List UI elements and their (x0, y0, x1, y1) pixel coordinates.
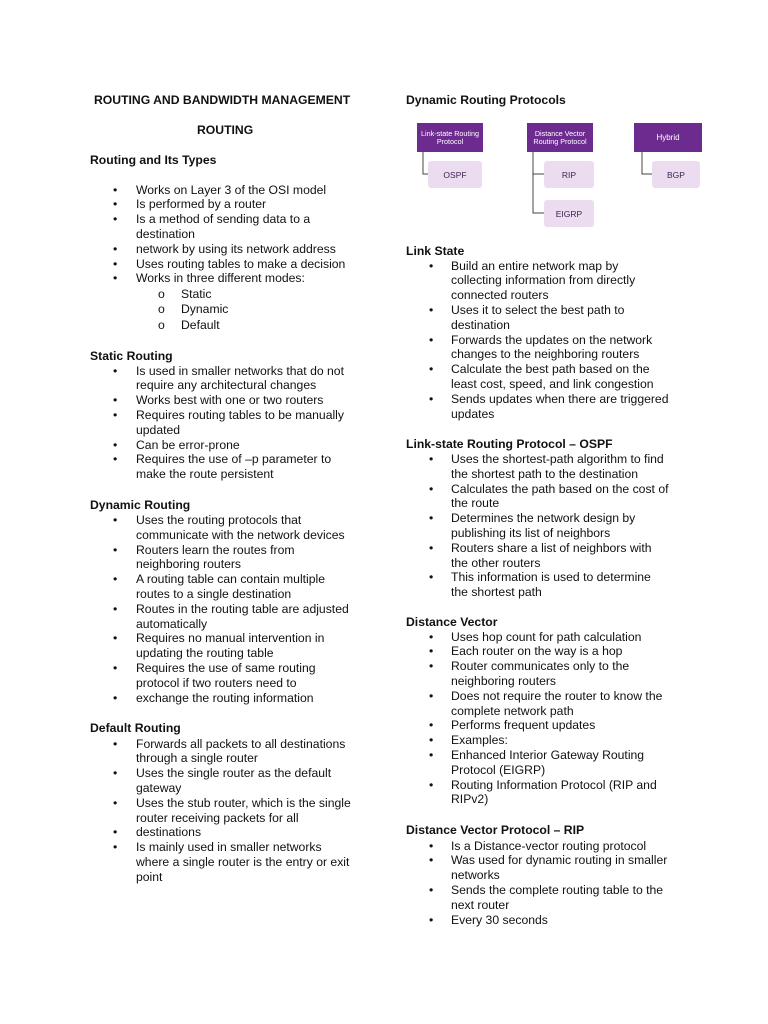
list-item-text: Uses the routing protocols that (136, 513, 302, 527)
bullet-glyph: • (429, 853, 434, 868)
bullet-glyph: • (113, 690, 118, 705)
list-item-text: where a single router is the entry or exit (136, 854, 350, 869)
bullet-glyph: • (113, 212, 118, 227)
routing-protocols-diagram (406, 118, 716, 234)
list-item-text: least cost, speed, and link congestion (451, 376, 654, 391)
bullet-glyph: • (113, 197, 118, 212)
bullet-glyph: • (429, 644, 434, 659)
heading-link-state: Link State (406, 244, 465, 258)
bullet-glyph: • (429, 882, 434, 897)
heading-distance-vector: Distance Vector (406, 615, 498, 629)
list-item-text: Uses hop count for path calculation (451, 629, 642, 644)
list-item-text: Examples: (451, 733, 508, 748)
diagram-leaf-bgp: BGP (652, 161, 700, 188)
list-item-text: Sends the complete routing table to the (451, 882, 664, 897)
mode-item-text: Default (181, 317, 220, 332)
bullet-glyph: • (113, 795, 118, 810)
sub-bullet-glyph: o (158, 302, 165, 316)
bullet-glyph: • (113, 661, 118, 675)
list-item-text: point (136, 869, 163, 884)
mode-item-text: Static (181, 286, 212, 301)
bullet-glyph: • (113, 241, 118, 256)
diagram-node-hybrid: Hybrid (634, 123, 702, 152)
bullet-glyph: • (429, 570, 434, 585)
bullet-glyph: • (429, 332, 434, 347)
bullet-glyph: • (113, 631, 118, 646)
bullet-glyph: • (113, 393, 118, 408)
list-item-text: Requires no manual intervention in (136, 631, 325, 646)
diagram-leaf-ospf: OSPF (428, 161, 482, 188)
list-item-text: Uses the stub router, which is the single (136, 795, 351, 810)
heading-rip: Distance Vector Protocol – RIP (406, 823, 585, 837)
bullet-glyph: • (113, 363, 118, 378)
bullet-glyph: • (429, 733, 434, 748)
heading-dynamic-routing-protocols: Dynamic Routing Protocols (406, 93, 566, 107)
list-item-text: Calculates the path based on the cost of (451, 481, 669, 496)
list-item-text: neighboring routers (136, 557, 242, 572)
bullet-glyph: • (429, 747, 434, 762)
list-item-text: Is used in smaller networks that do not (136, 363, 344, 378)
bullet-glyph: • (113, 840, 118, 855)
list-item-text: the shortest path (451, 585, 542, 600)
bullet-glyph: • (113, 572, 118, 587)
list-item-text: Requires the use of same routing (136, 661, 316, 675)
list-item-text: neighboring routers (451, 673, 557, 688)
list-item-text: updating the routing table (136, 646, 274, 661)
list-item-text: gateway (136, 780, 182, 795)
list-item-text: Each router on the way is a hop (451, 644, 623, 659)
list-item-text: Routers learn the routes from (136, 542, 295, 557)
list-item-text: the other routers (451, 555, 541, 570)
heading-routing-types: Routing and Its Types (90, 153, 217, 167)
bullet-glyph: • (113, 437, 118, 452)
list-item-text: exchange the routing information (136, 690, 314, 705)
list-item-text: Can be error-prone (136, 437, 240, 452)
section-title-routing: ROUTING (197, 123, 254, 137)
list-item-text: Works on Layer 3 of the OSI model (136, 182, 327, 197)
list-item-text: require any architectural changes (136, 378, 317, 393)
list-item-text: This information is used to determine (451, 570, 651, 585)
list-item-text: the route (451, 496, 500, 511)
bullet-glyph: • (113, 452, 118, 467)
sub-bullet-glyph: o (158, 317, 165, 332)
heading-default-routing: Default Routing (90, 721, 181, 735)
list-item-text: Determines the network design by (451, 511, 636, 526)
bullet-glyph: • (113, 766, 118, 781)
heading-dynamic-routing: Dynamic Routing (90, 498, 191, 512)
bullet-glyph: • (113, 825, 118, 840)
mode-item-text: Dynamic (181, 302, 229, 316)
list-item-text: Uses the shortest-path algorithm to find (451, 452, 664, 466)
list-item-text: destination (136, 226, 195, 241)
list-item-text: Forwards the updates on the network (451, 332, 653, 347)
diagram-node-link-state: Link-state Routing Protocol (417, 123, 483, 152)
list-item-text: destination (451, 317, 510, 332)
list-item-text: complete network path (451, 703, 574, 718)
list-item-text: Is a Distance-vector routing protocol (451, 838, 647, 853)
bullet-glyph: • (429, 688, 434, 703)
list-item-text: Calculate the best path based on the (451, 362, 650, 377)
list-item-text: network by using its network address (136, 241, 336, 256)
list-item-text: Was used for dynamic routing in smaller (451, 853, 668, 868)
bullet-glyph: • (113, 542, 118, 557)
list-item-text: Router communicates only to the (451, 659, 630, 674)
bullet-glyph: • (429, 838, 434, 853)
list-item-text: updates (451, 406, 495, 421)
bullet-glyph: • (429, 302, 434, 317)
heading-ospf: Link-state Routing Protocol – OSPF (406, 437, 613, 451)
document-title: ROUTING AND BANDWIDTH MANAGEMENT (94, 93, 351, 107)
list-item-text: Every 30 seconds (451, 912, 548, 927)
bullet-glyph: • (429, 912, 434, 927)
bullet-glyph: • (113, 513, 118, 527)
bullet-glyph: • (429, 362, 434, 377)
list-item-text: Is a method of sending data to a (136, 212, 311, 227)
list-item-text: Requires the use of –p parameter to (136, 452, 332, 467)
list-item-text: Protocol (EIGRP) (451, 762, 546, 777)
list-item-text: routes to a single destination (136, 587, 292, 601)
bullet-glyph: • (113, 601, 118, 616)
diagram-node-distance-vector: Distance Vector Routing Protocol (527, 123, 593, 152)
list-item-text: the shortest path to the destination (451, 466, 639, 481)
list-item-text: Enhanced Interior Gateway Routing (451, 747, 645, 762)
list-item-text: router receiving packets for all (136, 810, 299, 825)
list-item-text: Works in three different modes: (136, 271, 305, 286)
list-item-text: protocol if two routers need to (136, 675, 297, 690)
list-item-text: A routing table can contain multiple (136, 572, 326, 587)
list-item-text: Routes in the routing table are adjusted (136, 601, 349, 616)
list-item-text: Routing Information Protocol (RIP and (451, 777, 657, 792)
list-item-text: Is mainly used in smaller networks (136, 840, 322, 855)
list-item-text: Uses the single router as the default (136, 766, 332, 781)
bullet-glyph: • (113, 182, 118, 197)
bullet-glyph: • (429, 718, 434, 733)
bullet-glyph: • (429, 481, 434, 496)
list-item-text: through a single router (136, 751, 258, 766)
bullet-glyph: • (429, 629, 434, 644)
list-item-text: updated (136, 422, 181, 437)
bullet-glyph: • (429, 391, 434, 406)
list-item-text: automatically (136, 616, 208, 631)
list-item-text: RIPv2) (451, 792, 489, 807)
diagram-leaf-rip: RIP (544, 161, 594, 188)
list-item-text: Build an entire network map by (451, 258, 619, 273)
bullet-glyph: • (113, 736, 118, 751)
sub-bullet-glyph: o (158, 286, 165, 301)
list-item-text: changes to the neighboring routers (451, 347, 640, 362)
bullet-glyph: • (113, 256, 118, 271)
list-item-text: Is performed by a router (136, 197, 267, 212)
list-item-text: publishing its list of neighbors (451, 526, 611, 540)
list-item-text: Routers share a list of neighbors with (451, 540, 652, 555)
list-item-text: connected routers (451, 288, 549, 303)
bullet-glyph: • (429, 540, 434, 555)
list-item-text: Uses it to select the best path to (451, 302, 625, 317)
list-item-text: Requires routing tables to be manually (136, 407, 344, 422)
bullet-glyph: • (429, 258, 434, 273)
list-item-text: Sends updates when there are triggered (451, 391, 669, 406)
bullet-glyph: • (113, 271, 118, 286)
bullet-glyph: • (429, 511, 434, 526)
list-item-text: Works best with one or two routers (136, 393, 324, 408)
heading-static-routing: Static Routing (90, 349, 173, 363)
list-item-text: destinations (136, 825, 202, 840)
list-item-text: Uses routing tables to make a decision (136, 256, 346, 271)
list-item-text: next router (451, 897, 510, 912)
bullet-glyph: • (429, 777, 434, 792)
list-item-text: networks (451, 868, 500, 883)
list-item-text: Forwards all packets to all destinations (136, 736, 346, 751)
list-item-text: Does not require the router to know the (451, 688, 663, 703)
bullet-glyph: • (429, 659, 434, 674)
bullet-glyph: • (429, 452, 434, 466)
list-item-text: communicate with the network devices (136, 527, 345, 542)
bullet-glyph: • (113, 407, 118, 422)
list-item-text: make the route persistent (136, 467, 274, 482)
list-item-text: collecting information from directly (451, 273, 636, 288)
list-item-text: Performs frequent updates (451, 718, 596, 733)
diagram-leaf-eigrp: EIGRP (544, 200, 594, 227)
